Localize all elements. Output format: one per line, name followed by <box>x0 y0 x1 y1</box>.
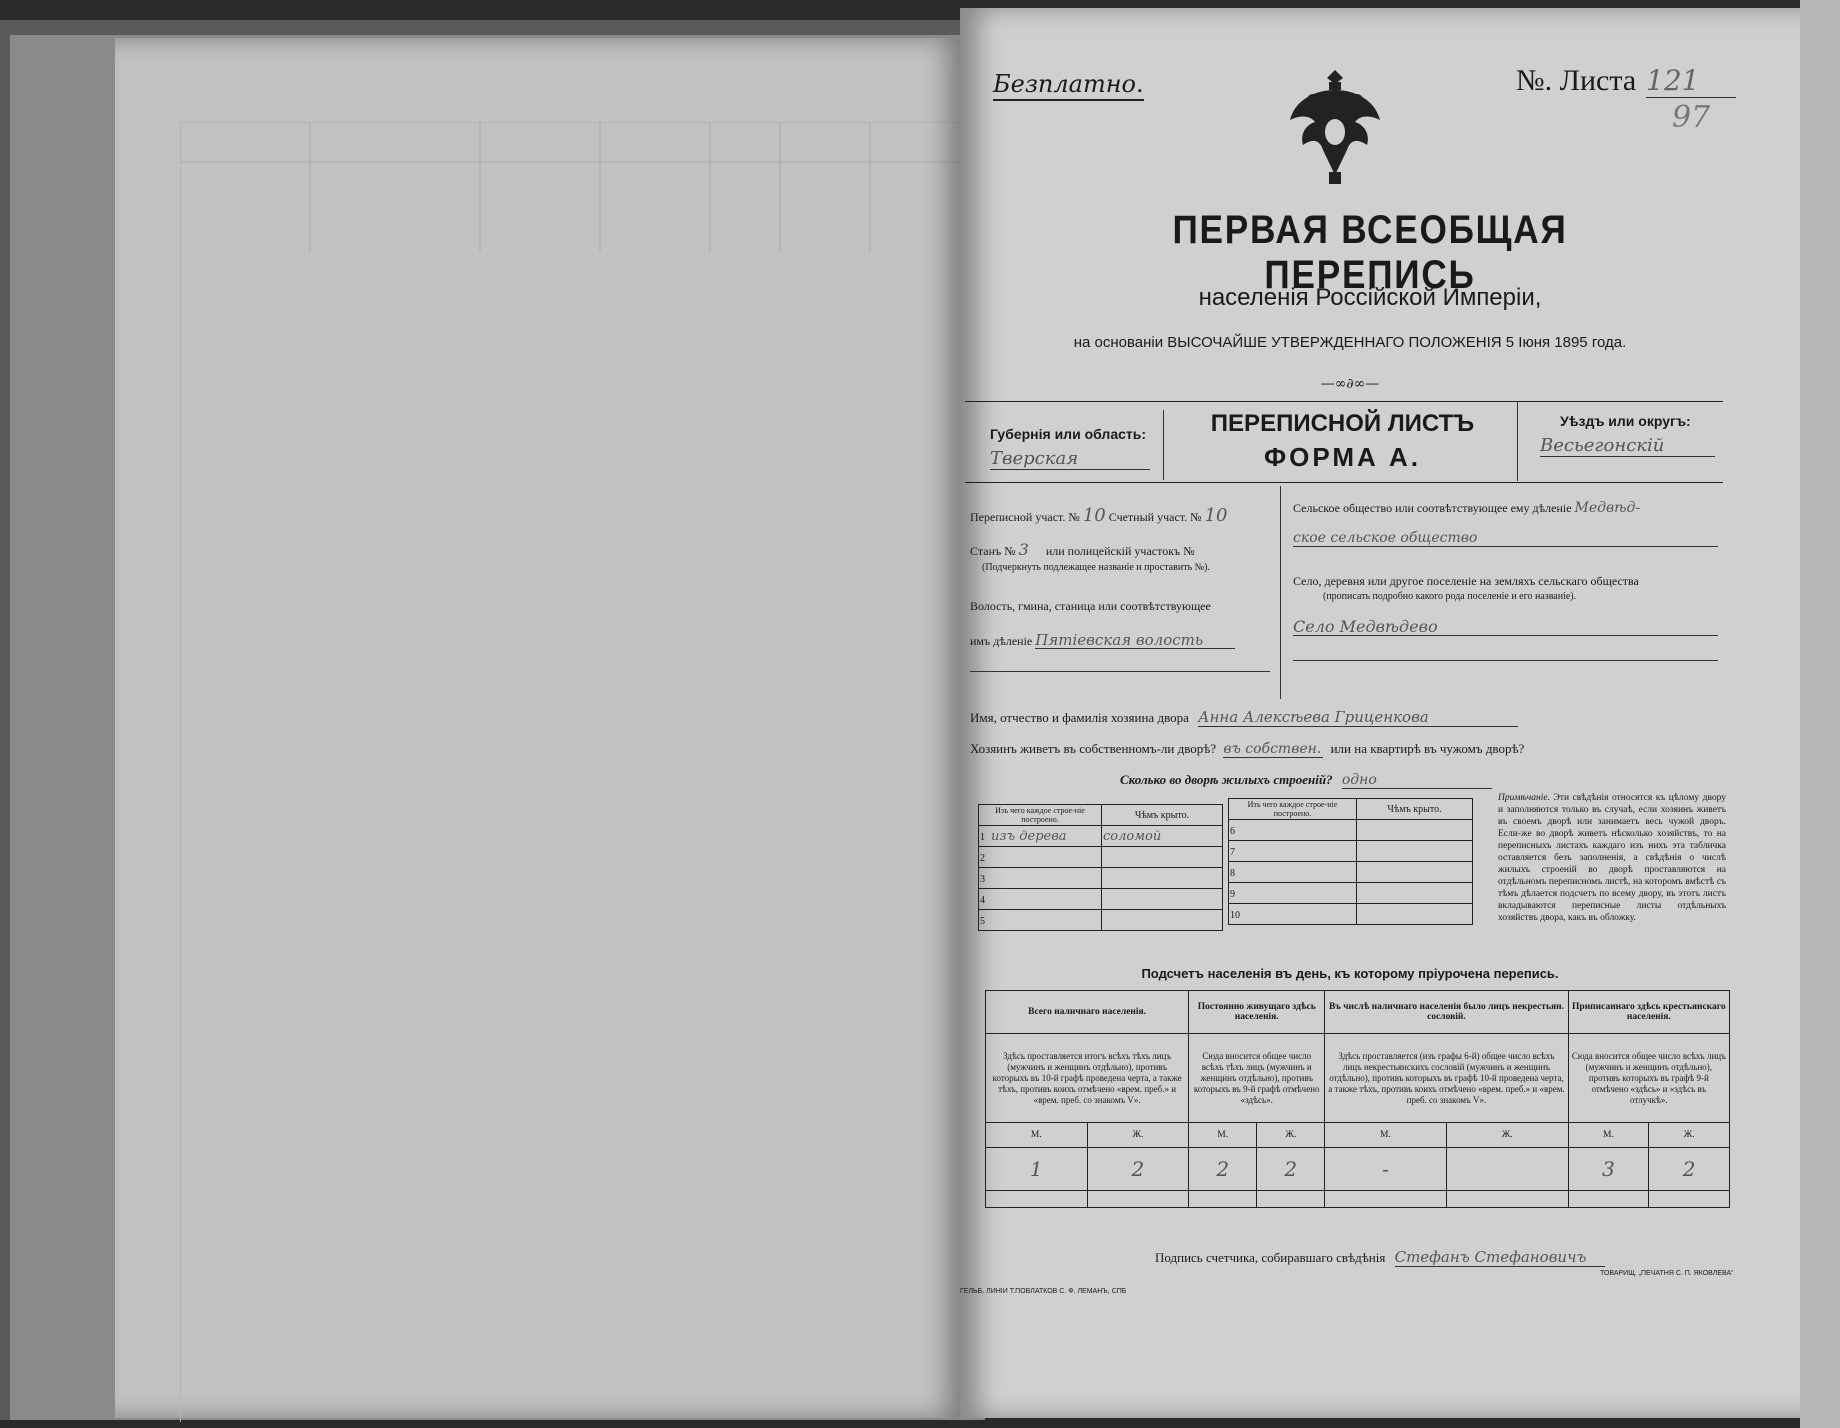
buildings-material-cell <box>979 910 1102 931</box>
buildings-label: Сколько во дворѣ жилыхъ строеній? <box>1120 772 1333 787</box>
male-count: - <box>1325 1148 1446 1191</box>
buildings-row <box>979 889 1223 910</box>
lives-label: Хозяинъ живетъ въ собственномъ-ли дворѣ? <box>970 741 1217 756</box>
location-right-block <box>1293 500 1723 661</box>
male-count: 3 <box>1568 1148 1649 1191</box>
census-area-value: 10 <box>1082 505 1106 526</box>
sheet-number-label: №. Листа <box>1516 64 1637 97</box>
empty-cell <box>1568 1191 1649 1208</box>
apartment-label: или на квартирѣ въ чужомъ дворѣ? <box>1330 741 1525 756</box>
female-count: 2 <box>1257 1148 1325 1191</box>
buildings-row-number: 7 <box>1230 846 1235 858</box>
village-note: (прописать подробно какого рода поселеніе и его названіе). <box>1323 591 1577 602</box>
stan-value: 3 <box>1018 540 1029 559</box>
police-label: или полицейскій участокъ № <box>1045 544 1195 558</box>
buildings-row <box>1229 904 1473 925</box>
form-label: ФОРМА А. <box>1263 442 1422 472</box>
census-form-page <box>960 8 1820 1418</box>
male-count: 1 <box>986 1148 1088 1191</box>
buildings-col-material-2: Изъ чего каждое строе-ніе построено. <box>1229 799 1357 820</box>
page-edges <box>1800 0 1840 1428</box>
buildings-material-value: изъ дерева <box>991 828 1067 844</box>
printer-right: ТОВАРИЩ. „ПЕЧАТНЯ С. П. ЯКОВЛЕВА“ <box>1600 1270 1734 1277</box>
society-value-2: ское сельское общество <box>1293 530 1718 547</box>
empty-cell <box>1325 1191 1446 1208</box>
buildings-material-cell <box>1229 862 1357 883</box>
male-header: М. <box>1568 1123 1649 1148</box>
buildings-row-number: 6 <box>1230 825 1235 837</box>
sheet-title: ПЕРЕПИСНОЙ ЛИСТЪ <box>1210 410 1475 437</box>
female-count: 2 <box>1649 1148 1730 1191</box>
society-label: Сельское общество или соотвѣтствующее ему дѣленіе <box>1293 501 1572 515</box>
section-divider <box>1280 486 1281 699</box>
note-heading: Примѣчаніе. <box>1498 793 1550 803</box>
buildings-col-roof-2: Чѣмъ крыто. <box>1357 799 1473 820</box>
signature-row <box>1155 1248 1755 1267</box>
lives-value: въ собствен. <box>1223 741 1323 758</box>
buildings-col-roof: Чѣмъ крыто. <box>1102 805 1223 826</box>
signature-label: Подпись счетчика, собиравшаго свѣдѣнія <box>1155 1250 1386 1265</box>
volost-label-2: имъ дѣленіе <box>970 634 1033 648</box>
empty-cell <box>986 1191 1088 1208</box>
sheet-number-handwritten: 121 <box>1646 64 1736 98</box>
district-label: Уѣздъ или округъ: <box>1560 413 1691 429</box>
buildings-table-right <box>1228 798 1473 925</box>
village-extra-line <box>1293 660 1718 661</box>
male-header: М. <box>1189 1123 1257 1148</box>
buildings-roof-value <box>1357 904 1473 925</box>
buildings-row-number: 2 <box>980 852 985 864</box>
left-page <box>115 38 965 1418</box>
form-header-divider-left <box>1163 410 1164 480</box>
page-number-handwritten: 97 <box>1672 100 1711 135</box>
population-col-desc: Сюда вносится общее число всѣхъ лицъ (мужчинъ и женщинъ отдѣльно), противъ которыхъ въ графѣ 9-й отмѣчено «здѣсь» и «здѣсь въ отлучкѣ». <box>1568 1034 1729 1123</box>
province-value: Тверская <box>990 448 1150 470</box>
census-subtitle: населенія Россійской Имперіи, <box>1198 284 1542 311</box>
buildings-row <box>1229 841 1473 862</box>
double-headed-eagle-emblem <box>1285 60 1385 190</box>
buildings-roof-value <box>1102 847 1223 868</box>
male-header: М. <box>986 1123 1088 1148</box>
buildings-col-material: Изъ чего каждое строе-ніе построено. <box>979 805 1102 826</box>
male-header: М. <box>1325 1123 1446 1148</box>
buildings-material-cell <box>1229 883 1357 904</box>
buildings-material-cell <box>979 847 1102 868</box>
population-col-desc: Сюда вносится общее число всѣхъ тѣхъ лицъ (мужчинъ и женщинъ отдѣльно), противъ которыхъ въ 9-й графѣ отмѣчено «здѣсь». <box>1189 1034 1325 1123</box>
buildings-roof-value <box>1357 862 1473 883</box>
society-value-1: Медвѣд- <box>1574 500 1641 516</box>
note-text: Эти свѣдѣнія относятся къ цѣлому двору и заполняются только въ случаѣ, если хозяинъ живетъ въ своемъ дворѣ или занимаетъ весь чужой дворъ. Если-же во дворѣ живетъ нѣсколько хозяйствъ, то на переписныхъ листахъ каждаго изъ нихъ эта табличка оставляется безъ заполненія, а свѣдѣнія о числѣ жилыхъ строеній во дворѣ проставляются на отдѣльномъ переписномъ листѣ, на которомъ вмѣстѣ съ тѣмъ дѣлается подсчетъ по всему двору, въ этотъ листъ вкладываются переписные листы отдѣльныхъ хозяйствъ двора, какъ въ обложку. <box>1498 793 1727 923</box>
underline-note: (Подчеркнуть подлежащее названіе и проставить №). <box>982 562 1210 573</box>
empty-cell <box>1257 1191 1325 1208</box>
volost-label-1: Волость, гмина, станица или соотвѣтствующее <box>970 599 1211 613</box>
buildings-roof-value <box>1357 883 1473 904</box>
empty-cell <box>1087 1191 1189 1208</box>
free-label: Безплатно. <box>993 70 1144 101</box>
note-block <box>1498 792 1726 924</box>
village-value: Село Медвѣдево <box>1293 619 1718 636</box>
census-main-title: ПЕРВАЯ ВСЕОБЩАЯ ПЕРЕПИСЬ <box>1172 208 1568 297</box>
buildings-row <box>1229 883 1473 904</box>
population-col-title: Всего наличнаго населенія. <box>986 991 1189 1034</box>
owner-label: Имя, отчество и фамилія хозяина двора <box>970 710 1189 725</box>
female-header: Ж. <box>1446 1123 1568 1148</box>
population-col-desc: Здѣсь проставляется (изъ графы 6-й) общее число всѣхъ лицъ некрестьянскихъ сословій (мужчинъ и женщинъ отдѣльно), противъ которыхъ въ графѣ 10-й проведена черта, а также тѣхъ, противъ коихъ отмѣчено «врем. преб.» и «врем. преб. со знакомъ V». <box>1325 1034 1568 1123</box>
buildings-material-cell <box>1229 904 1357 925</box>
province-label: Губернія или область: <box>990 426 1147 442</box>
buildings-material-cell <box>979 889 1102 910</box>
population-col-title: Въ числѣ наличнаго населенія было лицъ некрестьян. сословій. <box>1325 991 1568 1034</box>
buildings-table-left <box>978 804 1223 931</box>
buildings-material-cell <box>1229 820 1357 841</box>
buildings-row-number: 1 <box>980 831 985 843</box>
buildings-material-cell <box>979 826 1102 847</box>
buildings-row-number: 10 <box>1230 909 1240 921</box>
buildings-roof-value <box>1102 868 1223 889</box>
buildings-row <box>1229 862 1473 883</box>
male-count: 2 <box>1189 1148 1257 1191</box>
buildings-roof-value <box>1102 889 1223 910</box>
population-col-desc: Здѣсь проставляется итогъ всѣхъ тѣхъ лицъ (мужчинъ и женщинъ отдѣльно), противъ которыхъ въ 10-й графѣ проведена черта, а также тѣхъ, противъ коихъ отмѣчено «врем. преб.» и «врем. преб. со знакомъ V». <box>986 1034 1189 1123</box>
population-col-title: Постоянно живущаго здѣсь населенія. <box>1189 991 1325 1034</box>
count-area-value: 10 <box>1204 505 1228 526</box>
population-col-title: Приписаннаго здѣсь крестьянскаго населенія. <box>1568 991 1729 1034</box>
female-header: Ж. <box>1257 1123 1325 1148</box>
empty-cell <box>1189 1191 1257 1208</box>
volost-value: Пятіевская волость <box>1035 632 1235 649</box>
title-ornament: —∞∂∞— <box>1320 376 1380 392</box>
buildings-material-cell <box>1229 841 1357 862</box>
stan-label: Станъ № <box>970 544 1016 558</box>
population-table <box>985 990 1730 1208</box>
form-header-divider-right <box>1517 401 1518 481</box>
owner-value: Анна Алексѣева Гриценкова <box>1198 708 1518 727</box>
district-value: Весьегонскій <box>1540 435 1715 457</box>
census-basis: на основаніи ВЫСОЧАЙШЕ УТВЕРЖДЕННАГО ПОЛОЖЕНІЯ 5 Іюня 1895 года. <box>1073 334 1627 351</box>
female-count: 2 <box>1087 1148 1189 1191</box>
printer-left: ГЕЛЬБ. ЛИНІИ Т.ПОВЛАТКОВ С. Ф. ЛЕМАНЪ, СПБ <box>960 1288 1127 1295</box>
buildings-row-number: 3 <box>980 873 985 885</box>
household-block <box>970 708 1720 789</box>
buildings-row <box>979 868 1223 889</box>
buildings-roof-value <box>1357 820 1473 841</box>
buildings-row-number: 9 <box>1230 888 1235 900</box>
buildings-roof-value <box>1357 841 1473 862</box>
location-left-block <box>970 505 1270 672</box>
census-area-label: Переписной участ. № <box>970 510 1080 524</box>
buildings-row-number: 4 <box>980 894 985 906</box>
female-count <box>1446 1148 1568 1191</box>
left-page-grid-line <box>180 122 961 1422</box>
female-header: Ж. <box>1087 1123 1189 1148</box>
signature-value: Стефанъ Стефановичъ <box>1395 1248 1605 1267</box>
village-label: Село, деревня или другое поселеніе на земляхъ сельскаго общества <box>1293 574 1639 588</box>
count-area-label: Счетный участ. № <box>1108 510 1202 524</box>
empty-cell <box>1649 1191 1730 1208</box>
population-heading: Подсчетъ населенія въ день, къ которому пріурочена перепись. <box>1141 966 1559 981</box>
volost-extra-line <box>970 671 1270 672</box>
buildings-roof-value <box>1102 910 1223 931</box>
buildings-row <box>979 910 1223 931</box>
female-header: Ж. <box>1649 1123 1730 1148</box>
buildings-row <box>979 826 1223 847</box>
buildings-row-number: 8 <box>1230 867 1235 879</box>
buildings-row <box>1229 820 1473 841</box>
buildings-row <box>979 847 1223 868</box>
buildings-value: одно <box>1342 772 1492 789</box>
empty-cell <box>1446 1191 1568 1208</box>
buildings-row-number: 5 <box>980 915 985 927</box>
buildings-roof-value: соломой <box>1102 826 1223 847</box>
buildings-material-cell <box>979 868 1102 889</box>
